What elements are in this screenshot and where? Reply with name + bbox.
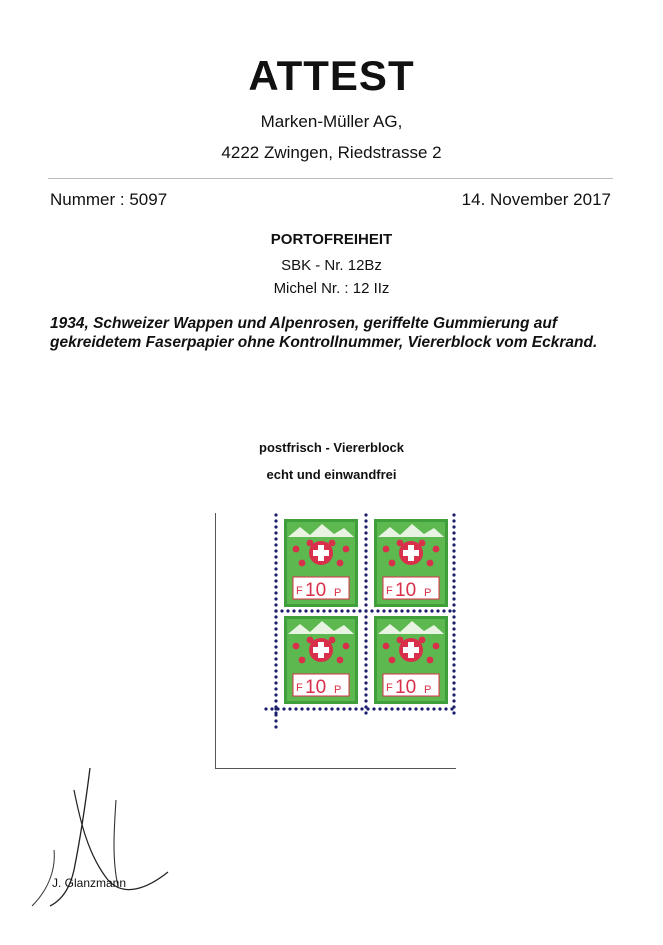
signature <box>28 760 188 915</box>
stamp-prefix: F <box>386 585 393 597</box>
stamp-denomination: 10 <box>305 677 327 698</box>
sbk-number: SBK - Nr. 12Bz <box>281 257 382 274</box>
stamp-1 <box>284 519 358 607</box>
stamp-suffix: P <box>334 587 342 599</box>
header-divider <box>48 178 613 179</box>
stamp-description: 1934, Schweizer Wappen und Alpenrosen, geriffelte Gummierung auf gekreidetem Faserpapier ohne Kontrollnummer, Viererblock vom Eckrand. <box>50 315 598 351</box>
condition-text: postfrisch - Viererblock <box>259 440 404 455</box>
stamp-denomination: 10 <box>305 580 327 601</box>
stamp-block-image <box>215 513 456 769</box>
company-address: 4222 Zwingen, Riedstrasse 2 <box>221 143 442 162</box>
stamp-suffix: P <box>334 684 342 696</box>
stamp-denomination: 10 <box>395 580 417 601</box>
attest-title: ATTEST <box>248 52 415 99</box>
stamp-denomination: 10 <box>395 677 417 698</box>
stamp-3 <box>284 616 358 704</box>
stamp-2 <box>374 519 448 607</box>
stamp-suffix: P <box>424 587 432 599</box>
company-name: Marken-Müller AG, <box>260 112 403 131</box>
certificate-date: 14. November 2017 <box>461 190 611 209</box>
signer-name: J. Glanzmann <box>52 876 127 890</box>
stamp-4 <box>374 616 448 704</box>
stamp-prefix: F <box>296 682 303 694</box>
michel-number: Michel Nr. : 12 IIz <box>273 280 390 297</box>
stamp-suffix: P <box>424 684 432 696</box>
certificate-number: Nummer : 5097 <box>50 190 168 209</box>
genuine-text: echt und einwandfrei <box>266 467 397 482</box>
stamp-prefix: F <box>386 682 393 694</box>
stamp-prefix: F <box>296 585 303 597</box>
stamp-category: PORTOFREIHEIT <box>270 231 393 248</box>
block-of-four-stamps <box>216 513 456 768</box>
